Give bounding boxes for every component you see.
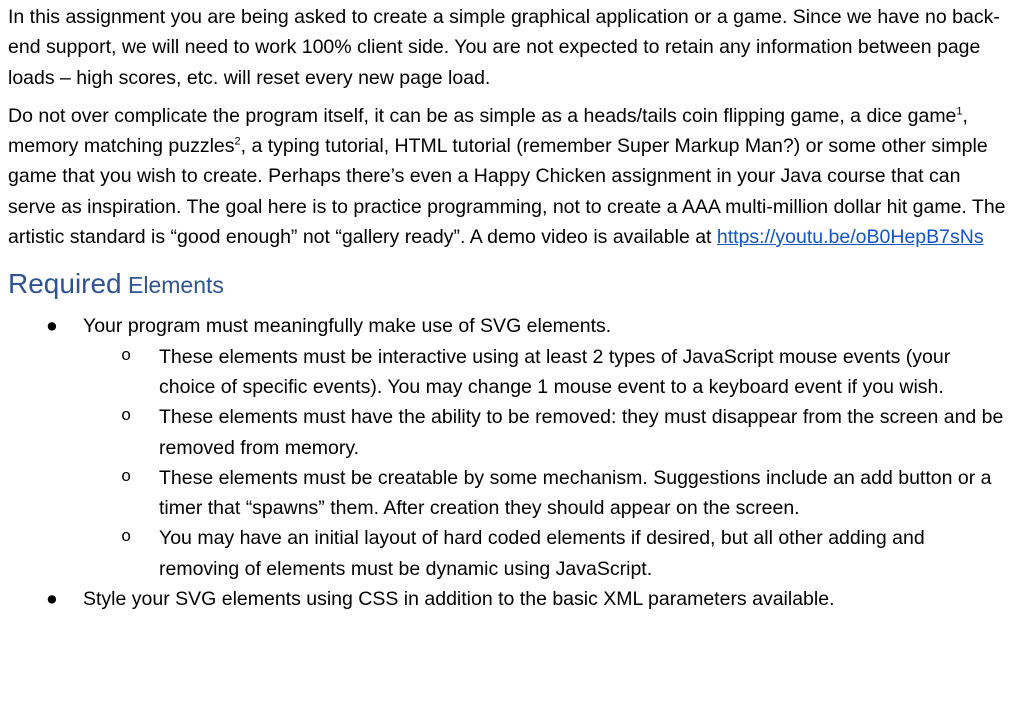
footnote-ref-2[interactable]: 2	[234, 135, 241, 148]
circle-bullet-icon: o	[121, 528, 132, 548]
sub-requirement-item	[83, 463, 1008, 524]
footnote-ref-1[interactable]: 1	[956, 105, 963, 118]
requirement-item	[8, 311, 1008, 341]
sub-requirement-text: These elements must have the ability to be removed: they must disappear from the screen and be removed from memory.	[159, 406, 1004, 459]
scope-text-2: , memory matching puzzles	[8, 104, 968, 158]
requirement-text: Style your SVG elements using CSS in addition to the basic XML parameters available.	[83, 588, 835, 611]
requirements-list	[8, 311, 1008, 341]
heading-word-required: Required	[8, 268, 122, 300]
sub-requirement-item	[83, 342, 1008, 403]
bullet-icon: ●	[46, 588, 58, 611]
scope-paragraph	[8, 101, 1008, 252]
heading-word-elements: Elements	[121, 272, 224, 299]
document-page	[8, 0, 1008, 614]
requirement-item	[8, 584, 1008, 614]
sub-requirement-item	[83, 523, 1008, 584]
sub-requirement-item	[83, 402, 1008, 463]
intro-text: In this assignment you are being asked to create a simple graphical application or a game. Since we have no back-end support, we will need to work 100% client side. You are not expected to retain any information between page loads – high scores, etc. will reset every new page load.	[8, 6, 1000, 89]
scope-text-1: Do not over complicate the program itself, it can be as simple as a heads/tails coin flipping game, a dice game	[8, 104, 957, 127]
requirements-list-continued	[8, 584, 1008, 614]
sub-requirement-text: These elements must be interactive using at least 2 types of JavaScript mouse events (your choice of specific events). You may change 1 mouse event to a keyboard event if you wish.	[159, 345, 951, 398]
circle-bullet-icon: o	[121, 467, 132, 487]
circle-bullet-icon: o	[121, 407, 132, 427]
requirement-text: Your program must meaningfully make use of SVG elements.	[83, 315, 612, 338]
sub-requirement-text: You may have an initial layout of hard coded elements if desired, but all other adding and removing of elements must be dynamic using JavaScript.	[159, 527, 925, 580]
demo-video-link[interactable]: https://youtu.be/oB0HepB7sNs	[716, 226, 984, 249]
sub-requirements-list	[83, 342, 1008, 584]
intro-paragraph	[8, 2, 1008, 93]
sub-requirement-text: These elements must be creatable by some mechanism. Suggestions include an add button or a timer that “spawns” them. After creation they should appear on the screen.	[159, 466, 992, 520]
circle-bullet-icon: o	[121, 346, 132, 366]
section-heading	[8, 266, 1008, 307]
scope-text-3: , a typing tutorial, HTML tutorial (remember Super Markup Man?) or some other simple game that you wish to create. Perhaps there’s even a Happy Chicken assignment in your Java course that can serve as inspiration. The goal here is to practice programming, not to create a AAA multi-million dollar hit game. The artistic standard is “good enough” not “gallery ready”. A demo video is available at	[8, 135, 1006, 249]
bullet-icon: ●	[46, 315, 58, 338]
